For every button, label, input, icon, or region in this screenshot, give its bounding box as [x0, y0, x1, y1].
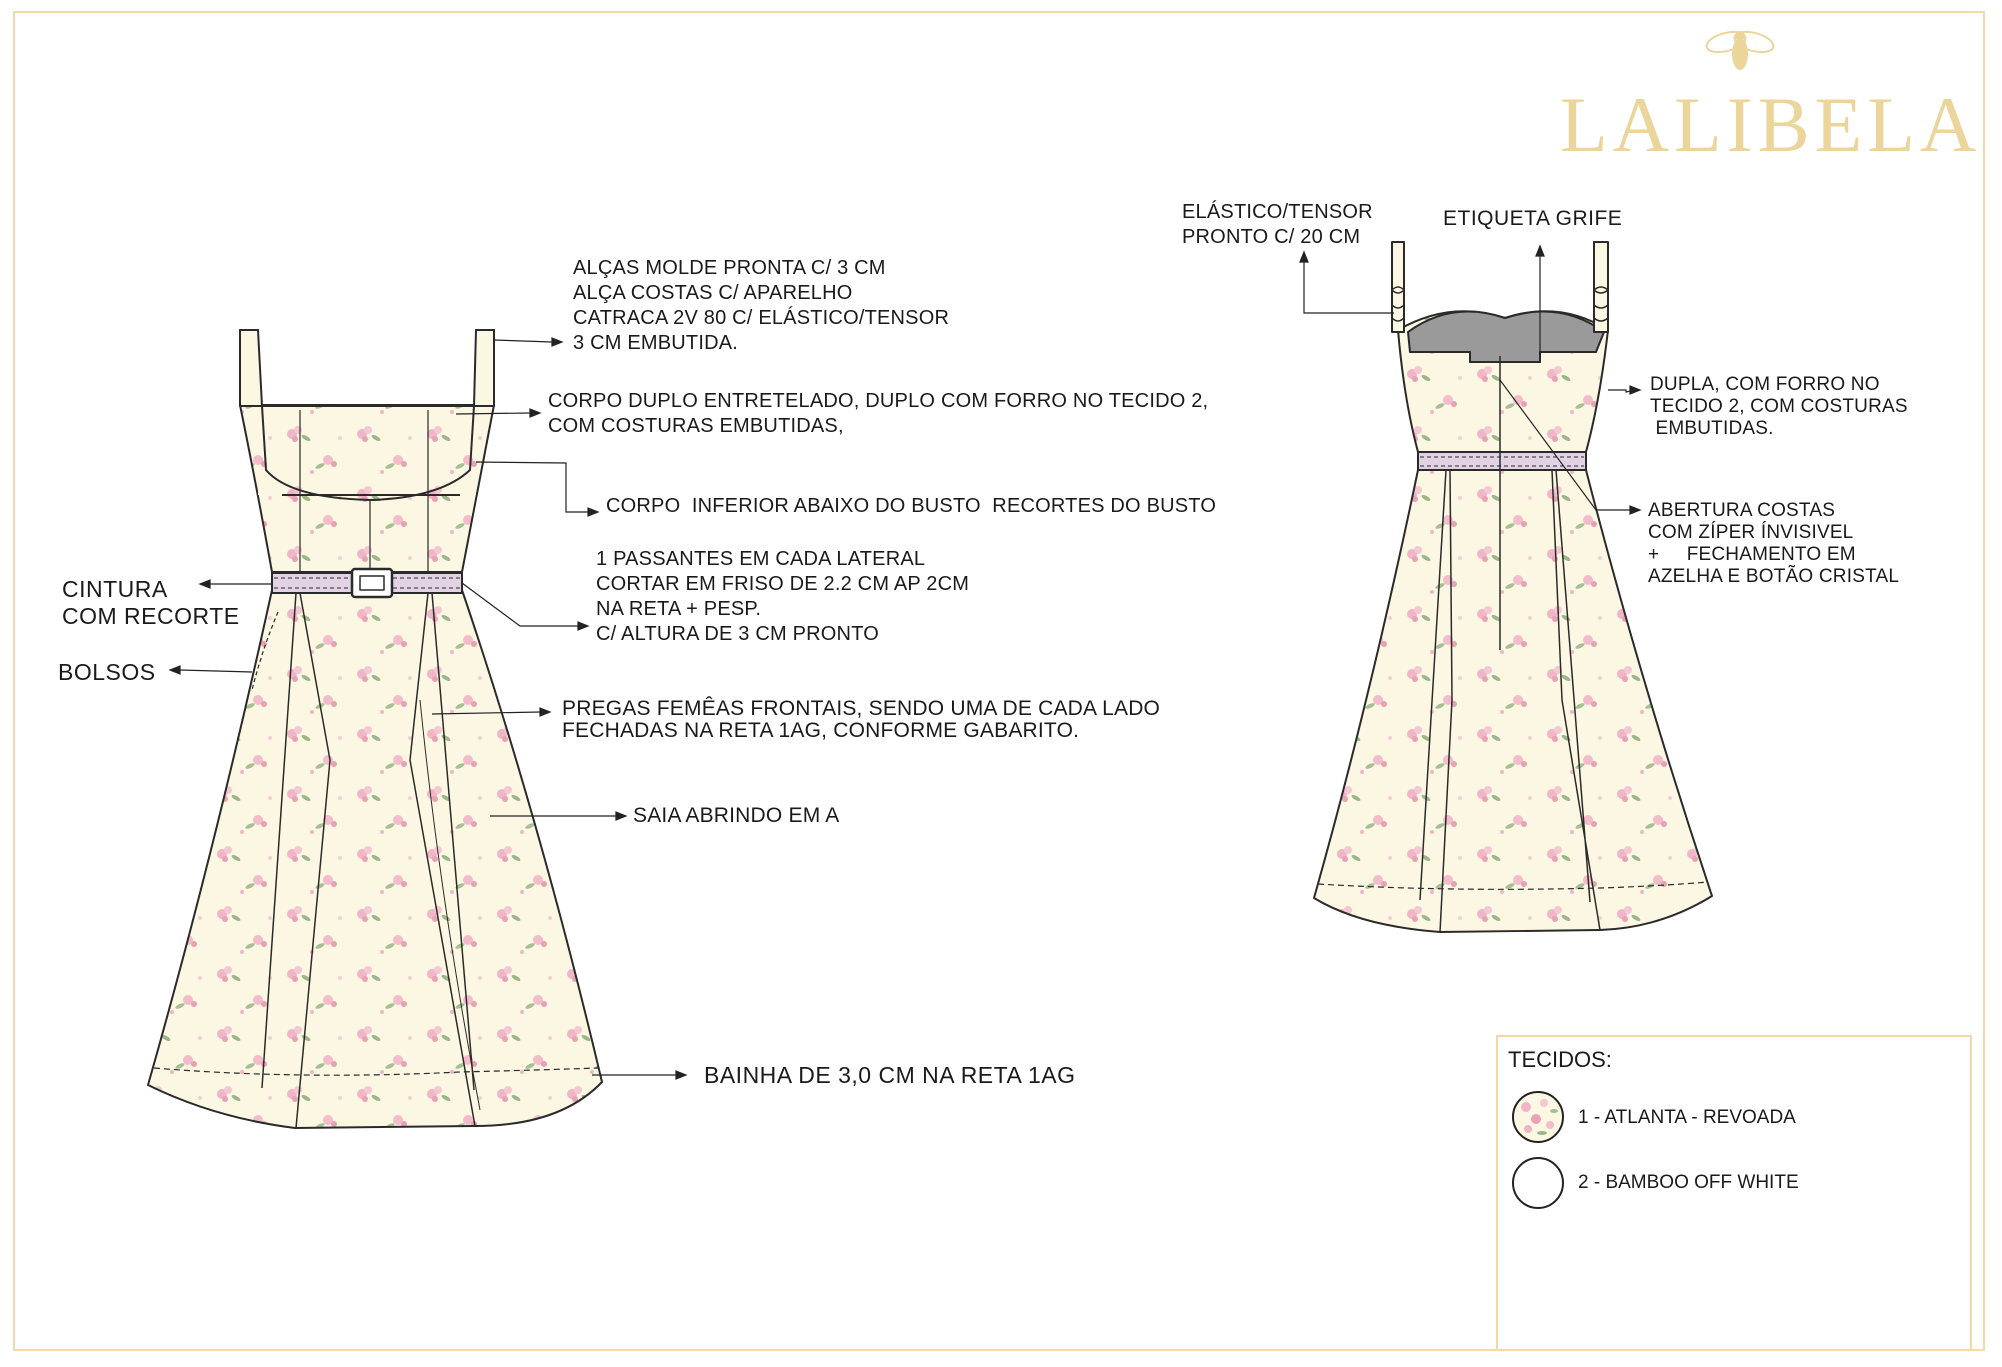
- swatch-floral: [1512, 1091, 1564, 1143]
- note-saia: SAIA ABRINDO EM A: [633, 804, 840, 827]
- front-dress: [148, 330, 602, 1128]
- front-strap-left: [240, 330, 262, 406]
- note-bainha: BAINHA DE 3,0 CM NA RETA 1AG: [704, 1062, 1076, 1088]
- note-etiqueta: ETIQUETA GRIFE: [1443, 207, 1623, 230]
- arrow-bolsos: [180, 670, 252, 672]
- back-belt: [1418, 452, 1586, 470]
- front-buckle: [352, 569, 392, 597]
- note-passantes: 1 PASSANTES EM CADA LATERAL CORTAR EM FRISO DE 2.2 CM AP 2CM NA RETA + PESP. C/ ALTURA DE 3 CM PRONTO: [596, 548, 970, 645]
- note-corpo-duplo: CORPO DUPLO ENTRETELADO, DUPLO COM FORRO NO TECIDO 2, COM COSTURAS EMBUTIDAS,: [548, 390, 1209, 437]
- brand-logo: LALIBELA: [1560, 81, 1982, 168]
- note-elastico: ELÁSTICO/TENSOR PRONTO C/ 20 CM: [1182, 201, 1373, 248]
- swatch-label-2: 2 - BAMBOO OFF WHITE: [1578, 1172, 1799, 1193]
- front-strap-right: [474, 330, 494, 406]
- arrow-elastico: [1304, 262, 1394, 313]
- tecidos-title: TECIDOS:: [1508, 1047, 1612, 1072]
- arrow-alcas: [494, 340, 552, 342]
- swatch-plain: [1512, 1157, 1564, 1209]
- swatch-label-1: 1 - ATLANTA - REVOADA: [1578, 1107, 1796, 1128]
- note-bolsos: BOLSOS: [58, 659, 156, 685]
- note-pregas: PREGAS FEMÊAS FRONTAIS, SENDO UMA DE CADA LADO FECHADAS NA RETA 1AG, CONFORME GABARITO.: [562, 697, 1161, 742]
- note-alcas: ALÇAS MOLDE PRONTA C/ 3 CM ALÇA COSTAS C/ APARELHO CATRACA 2V 80 C/ ELÁSTICO/TENSOR 3 CM EMBUTIDA.: [573, 257, 950, 354]
- arrow-corpo-inferior: [476, 462, 588, 512]
- note-abertura: ABERTURA COSTAS COM ZÍPER ÍNVISIVEL + FECHAMENTO EM AZELHA E BOTÃO CRISTAL: [1648, 500, 1900, 587]
- note-dupla: DUPLA, COM FORRO NO TECIDO 2, COM COSTURAS EMBUTIDAS.: [1650, 374, 1908, 439]
- note-corpo-inferior: CORPO INFERIOR ABAIXO DO BUSTO RECORTES DO BUSTO: [606, 495, 1217, 517]
- arrow-passantes: [462, 583, 578, 626]
- note-cintura: CINTURA COM RECORTE: [62, 576, 240, 629]
